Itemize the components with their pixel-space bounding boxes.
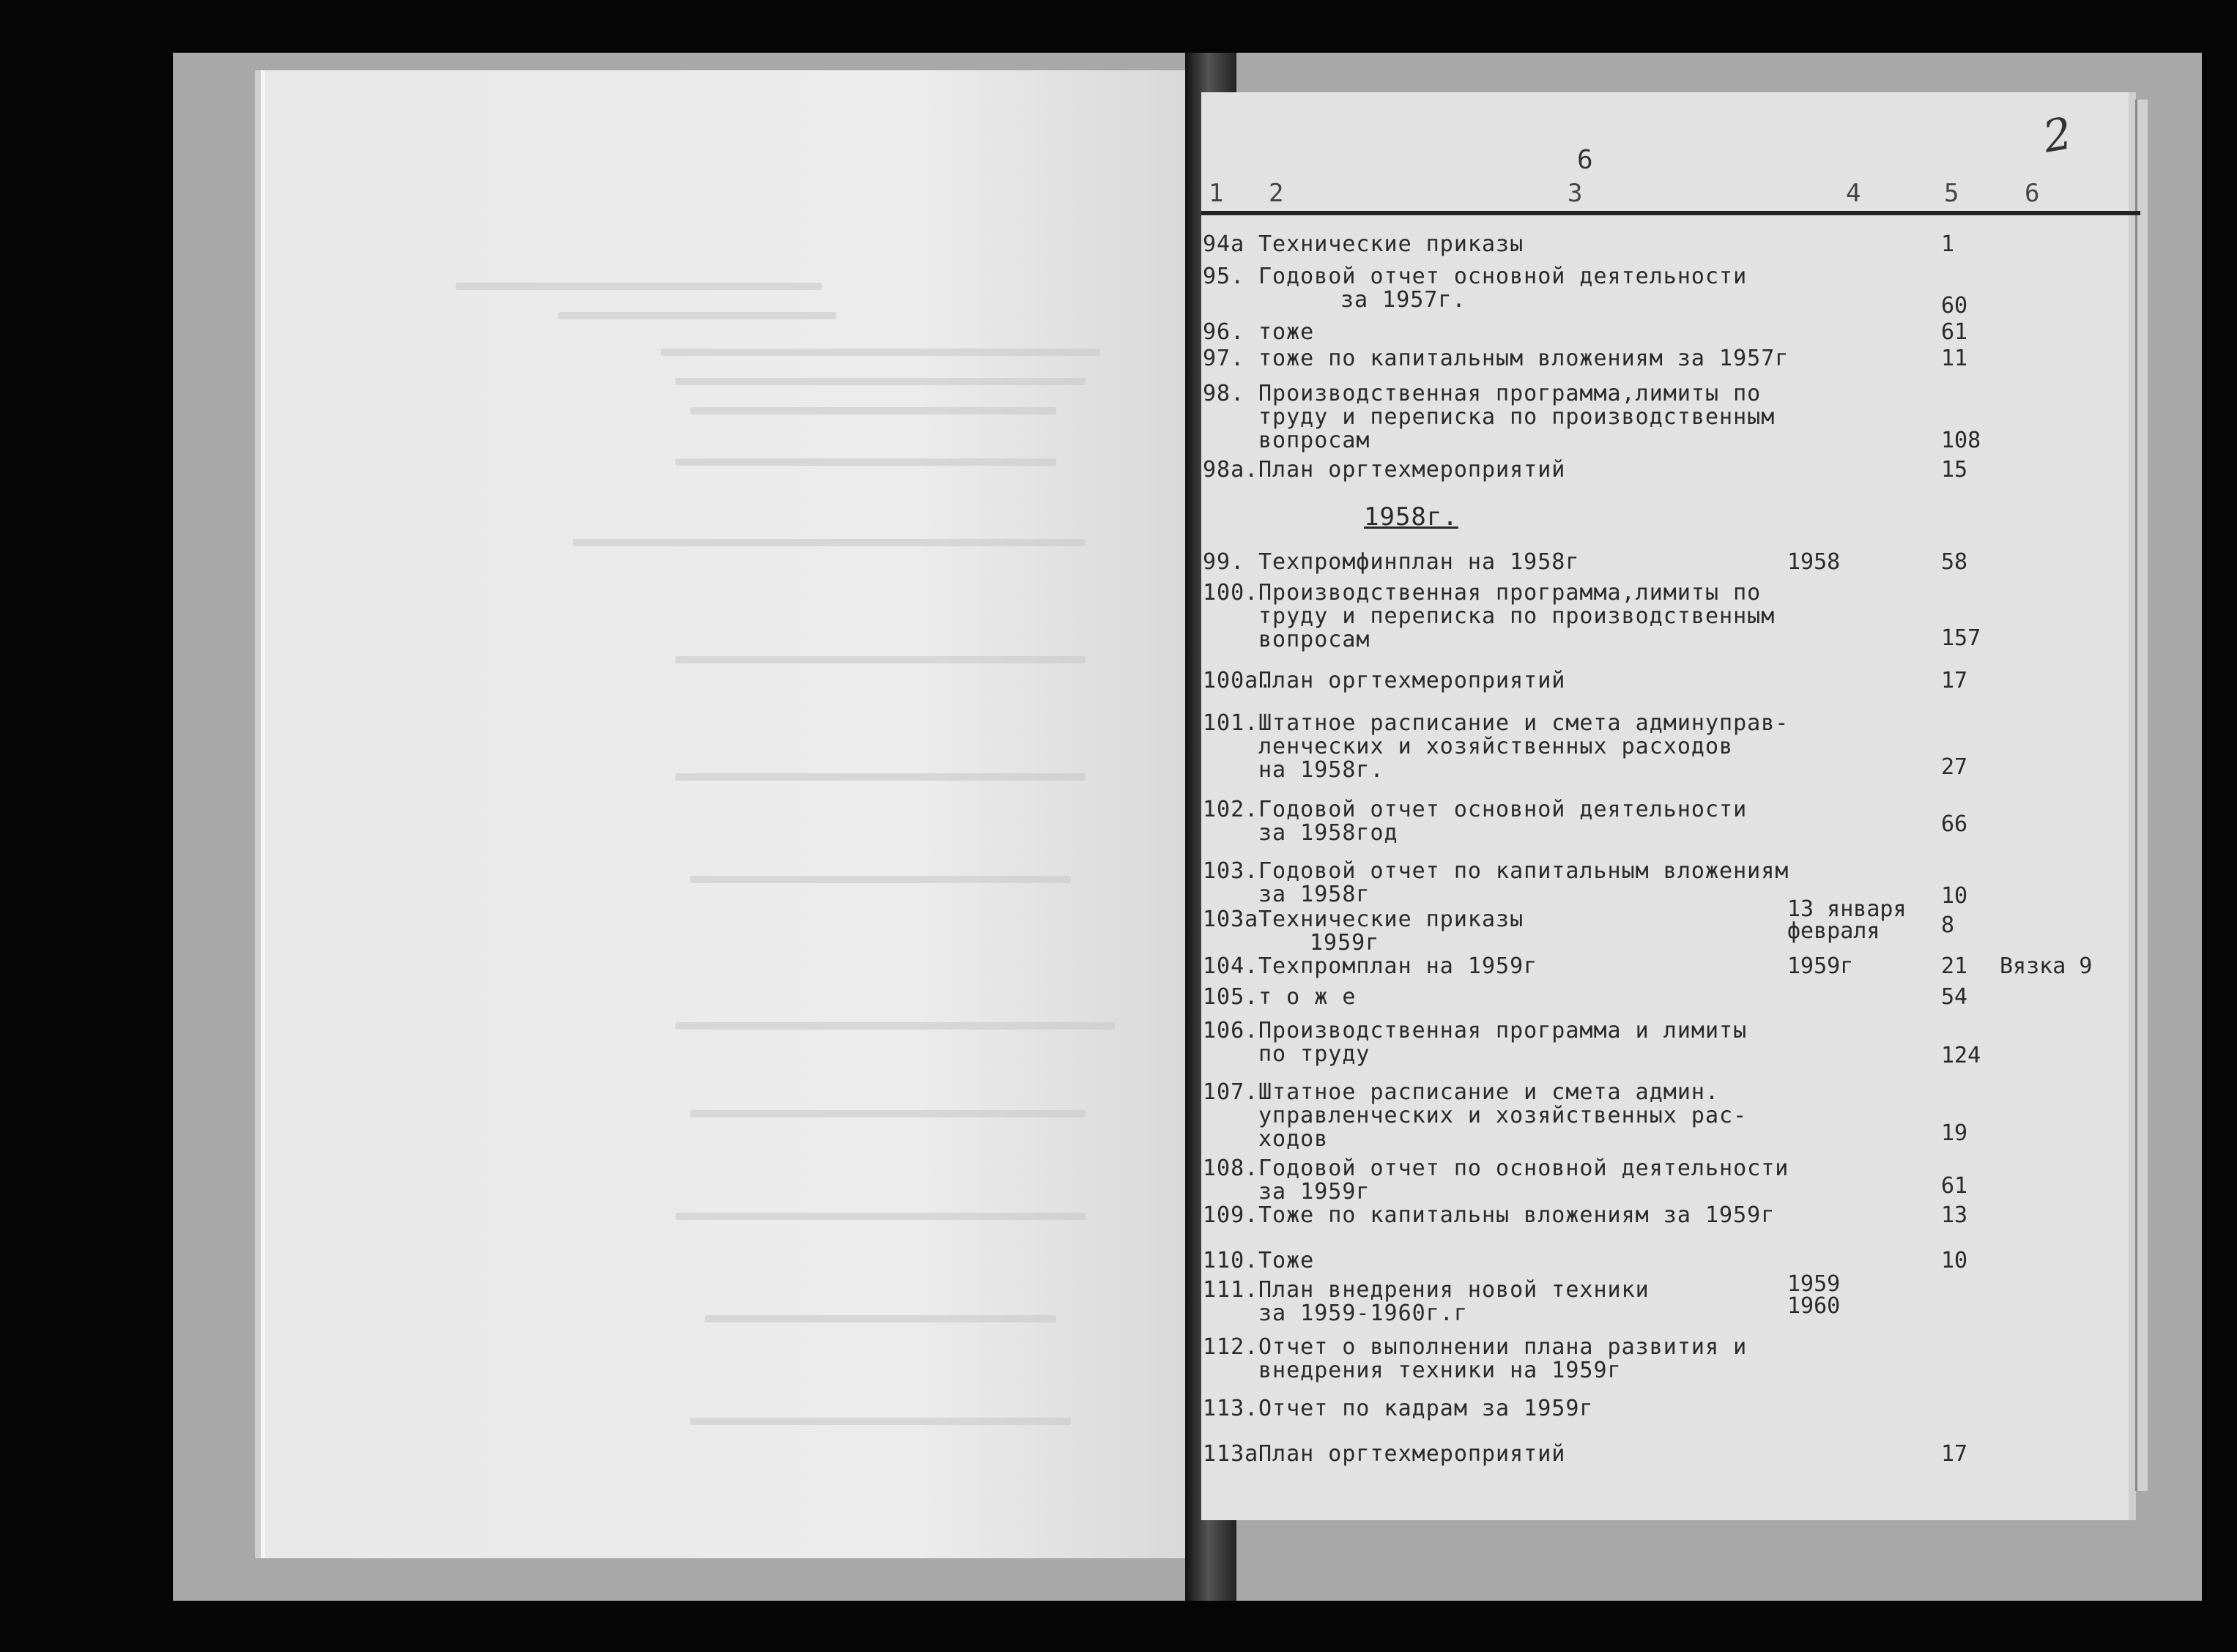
- entry-number: 99.: [1203, 549, 1245, 575]
- entry-title-line: Годовой отчет основной деятельности: [1258, 797, 1748, 822]
- sheet-number: 6: [1577, 145, 1593, 175]
- entry-number: 98а.: [1203, 457, 1259, 483]
- year-subheading: 1959г: [1310, 930, 1380, 956]
- entry-title-line: Производственная программа,лимиты по: [1258, 381, 1762, 406]
- entry-title-line: по труду: [1258, 1041, 1370, 1067]
- header-col-4: 4: [1846, 179, 1861, 208]
- entry-number: 110.: [1203, 1248, 1259, 1273]
- entry-title-line: труду и переписка по производственным: [1258, 404, 1776, 430]
- entry-title-line: за 1959г: [1258, 1179, 1370, 1205]
- entry-date: 1960: [1787, 1293, 1841, 1319]
- entry-title-line: за 1957г.: [1340, 287, 1466, 313]
- entry-number: 103.: [1203, 858, 1259, 884]
- entry-number: 109.: [1203, 1202, 1259, 1228]
- entry-title-line: тоже по капитальным вложениям за 1957г: [1258, 346, 1789, 371]
- entry-title-line: за 1959-1960г.г: [1258, 1301, 1468, 1326]
- entry-sheet-count: 61: [1941, 1173, 1968, 1199]
- entry-title-line: Штатное расписание и смета админуправ-: [1258, 710, 1789, 736]
- entry-title-line: на 1958г.: [1258, 757, 1384, 783]
- entry-number: 105.: [1203, 984, 1259, 1010]
- entry-sheet-count: 1: [1941, 231, 1955, 257]
- entry-title-line: т о ж е: [1258, 984, 1357, 1010]
- header-col-5: 5: [1944, 179, 1959, 208]
- entry-title-line: Технические приказы: [1258, 231, 1524, 257]
- entry-title-line: Годовой отчет по основной деятельности: [1258, 1156, 1789, 1181]
- entry-number: 94а: [1203, 231, 1245, 257]
- entry-number: 113а: [1203, 1441, 1259, 1467]
- entry-sheet-count: 17: [1941, 1441, 1968, 1467]
- entry-title-line: Тоже по капитальны вложениям за 1959г: [1258, 1202, 1776, 1228]
- entry-sheet-count: 108: [1941, 428, 1981, 453]
- entry-sheet-count: 124: [1941, 1043, 1981, 1068]
- entry-title-line: тоже: [1258, 319, 1315, 345]
- entry-title-line: План оргтехмероприятий: [1258, 668, 1566, 693]
- header-col-6: 6: [2025, 179, 2040, 208]
- entry-number: 95.: [1203, 264, 1245, 289]
- entry-sheet-count: 13: [1941, 1202, 1968, 1228]
- entry-note: Вязка 9: [2000, 953, 2093, 979]
- entry-number: 100.: [1203, 580, 1259, 606]
- entry-sheet-count: 19: [1941, 1120, 1968, 1146]
- entry-sheet-count: 21: [1941, 953, 1968, 979]
- entry-title-line: Производственная программа,лимиты по: [1258, 580, 1762, 606]
- entry-title-line: за 1958г: [1258, 882, 1370, 907]
- entry-number: 104.: [1203, 953, 1259, 979]
- entry-date: 1958: [1787, 549, 1841, 575]
- entry-sheet-count: 17: [1941, 668, 1968, 693]
- entry-number: 111.: [1203, 1277, 1259, 1303]
- entry-sheet-count: 61: [1941, 319, 1968, 345]
- entry-title-line: Производственная программа и лимиты: [1258, 1018, 1748, 1043]
- entry-date: 1959г: [1787, 953, 1854, 979]
- entry-number: 106.: [1203, 1018, 1259, 1043]
- entry-title-line: Тоже: [1258, 1248, 1315, 1273]
- entry-title-line: Отчет по кадрам за 1959г: [1258, 1396, 1594, 1421]
- entry-number: 100а.: [1203, 668, 1273, 693]
- entry-title-line: управленческих и хозяйственных рас-: [1258, 1103, 1748, 1128]
- entry-number: 112.: [1203, 1334, 1259, 1360]
- entry-title-line: внедрения техники на 1959г: [1258, 1358, 1622, 1383]
- entry-number: 108.: [1203, 1156, 1259, 1181]
- entry-title-line: труду и переписка по производственным: [1258, 603, 1776, 629]
- header-col-3: 3: [1568, 179, 1583, 208]
- entry-sheet-count: 66: [1941, 811, 1968, 837]
- entry-date: 1959: [1787, 1271, 1841, 1297]
- entry-sheet-count: 58: [1941, 549, 1968, 575]
- entry-title-line: за 1958год: [1258, 820, 1398, 846]
- entry-date: февраля: [1787, 918, 1880, 944]
- entry-sheet-count: 10: [1941, 883, 1968, 909]
- entry-number: 97.: [1203, 346, 1245, 371]
- entry-title-line: Техпромфинплан на 1958г: [1258, 549, 1580, 575]
- entry-number: 96.: [1203, 319, 1245, 345]
- entry-sheet-count: 8: [1941, 912, 1955, 938]
- entry-sheet-count: 60: [1941, 293, 1968, 319]
- entry-number: 113.: [1203, 1396, 1259, 1421]
- entry-title-line: ходов: [1258, 1126, 1329, 1152]
- entry-sheet-count: 54: [1941, 984, 1968, 1010]
- entry-sheet-count: 27: [1941, 754, 1968, 780]
- entry-title-line: Техпромплан на 1959г: [1258, 953, 1538, 979]
- entry-sheet-count: 15: [1941, 457, 1968, 483]
- entry-title-line: ленческих и хозяйственных расходов: [1258, 734, 1734, 759]
- entry-title-line: Технические приказы: [1258, 907, 1524, 932]
- entry-title-line: Штатное расписание и смета админ.: [1258, 1079, 1720, 1105]
- entry-number: 101.: [1203, 710, 1259, 736]
- entry-title-line: вопросам: [1258, 627, 1370, 652]
- year-heading: 1958г.: [1364, 502, 1458, 532]
- entry-title-line: Отчет о выполнении плана развития и: [1258, 1334, 1748, 1360]
- entry-title-line: План внедрения новой техники: [1258, 1277, 1650, 1303]
- entry-sheet-count: 11: [1941, 346, 1968, 371]
- entry-sheet-count: 157: [1941, 625, 1981, 651]
- entry-number: 103а: [1203, 907, 1259, 932]
- entry-title-line: вопросам: [1258, 428, 1370, 453]
- entry-title-line: План оргтехмероприятий: [1258, 457, 1566, 483]
- header-col-2: 2: [1269, 179, 1284, 208]
- entry-title-line: Годовой отчет основной деятельности: [1258, 264, 1748, 289]
- entry-number: 107.: [1203, 1079, 1259, 1105]
- entry-sheet-count: 10: [1941, 1248, 1968, 1273]
- handwritten-page-number: 2: [2039, 108, 2076, 163]
- header-rule: [1201, 211, 2140, 215]
- entry-date: 13 января: [1787, 896, 1907, 922]
- left-page-blank: [261, 70, 1194, 1558]
- entry-number: 98.: [1203, 381, 1245, 406]
- entry-title-line: План оргтехмероприятий: [1258, 1441, 1566, 1467]
- header-col-1: 1: [1209, 179, 1224, 208]
- entry-number: 102.: [1203, 797, 1259, 822]
- entry-title-line: Годовой отчет по капитальным вложениям: [1258, 858, 1789, 884]
